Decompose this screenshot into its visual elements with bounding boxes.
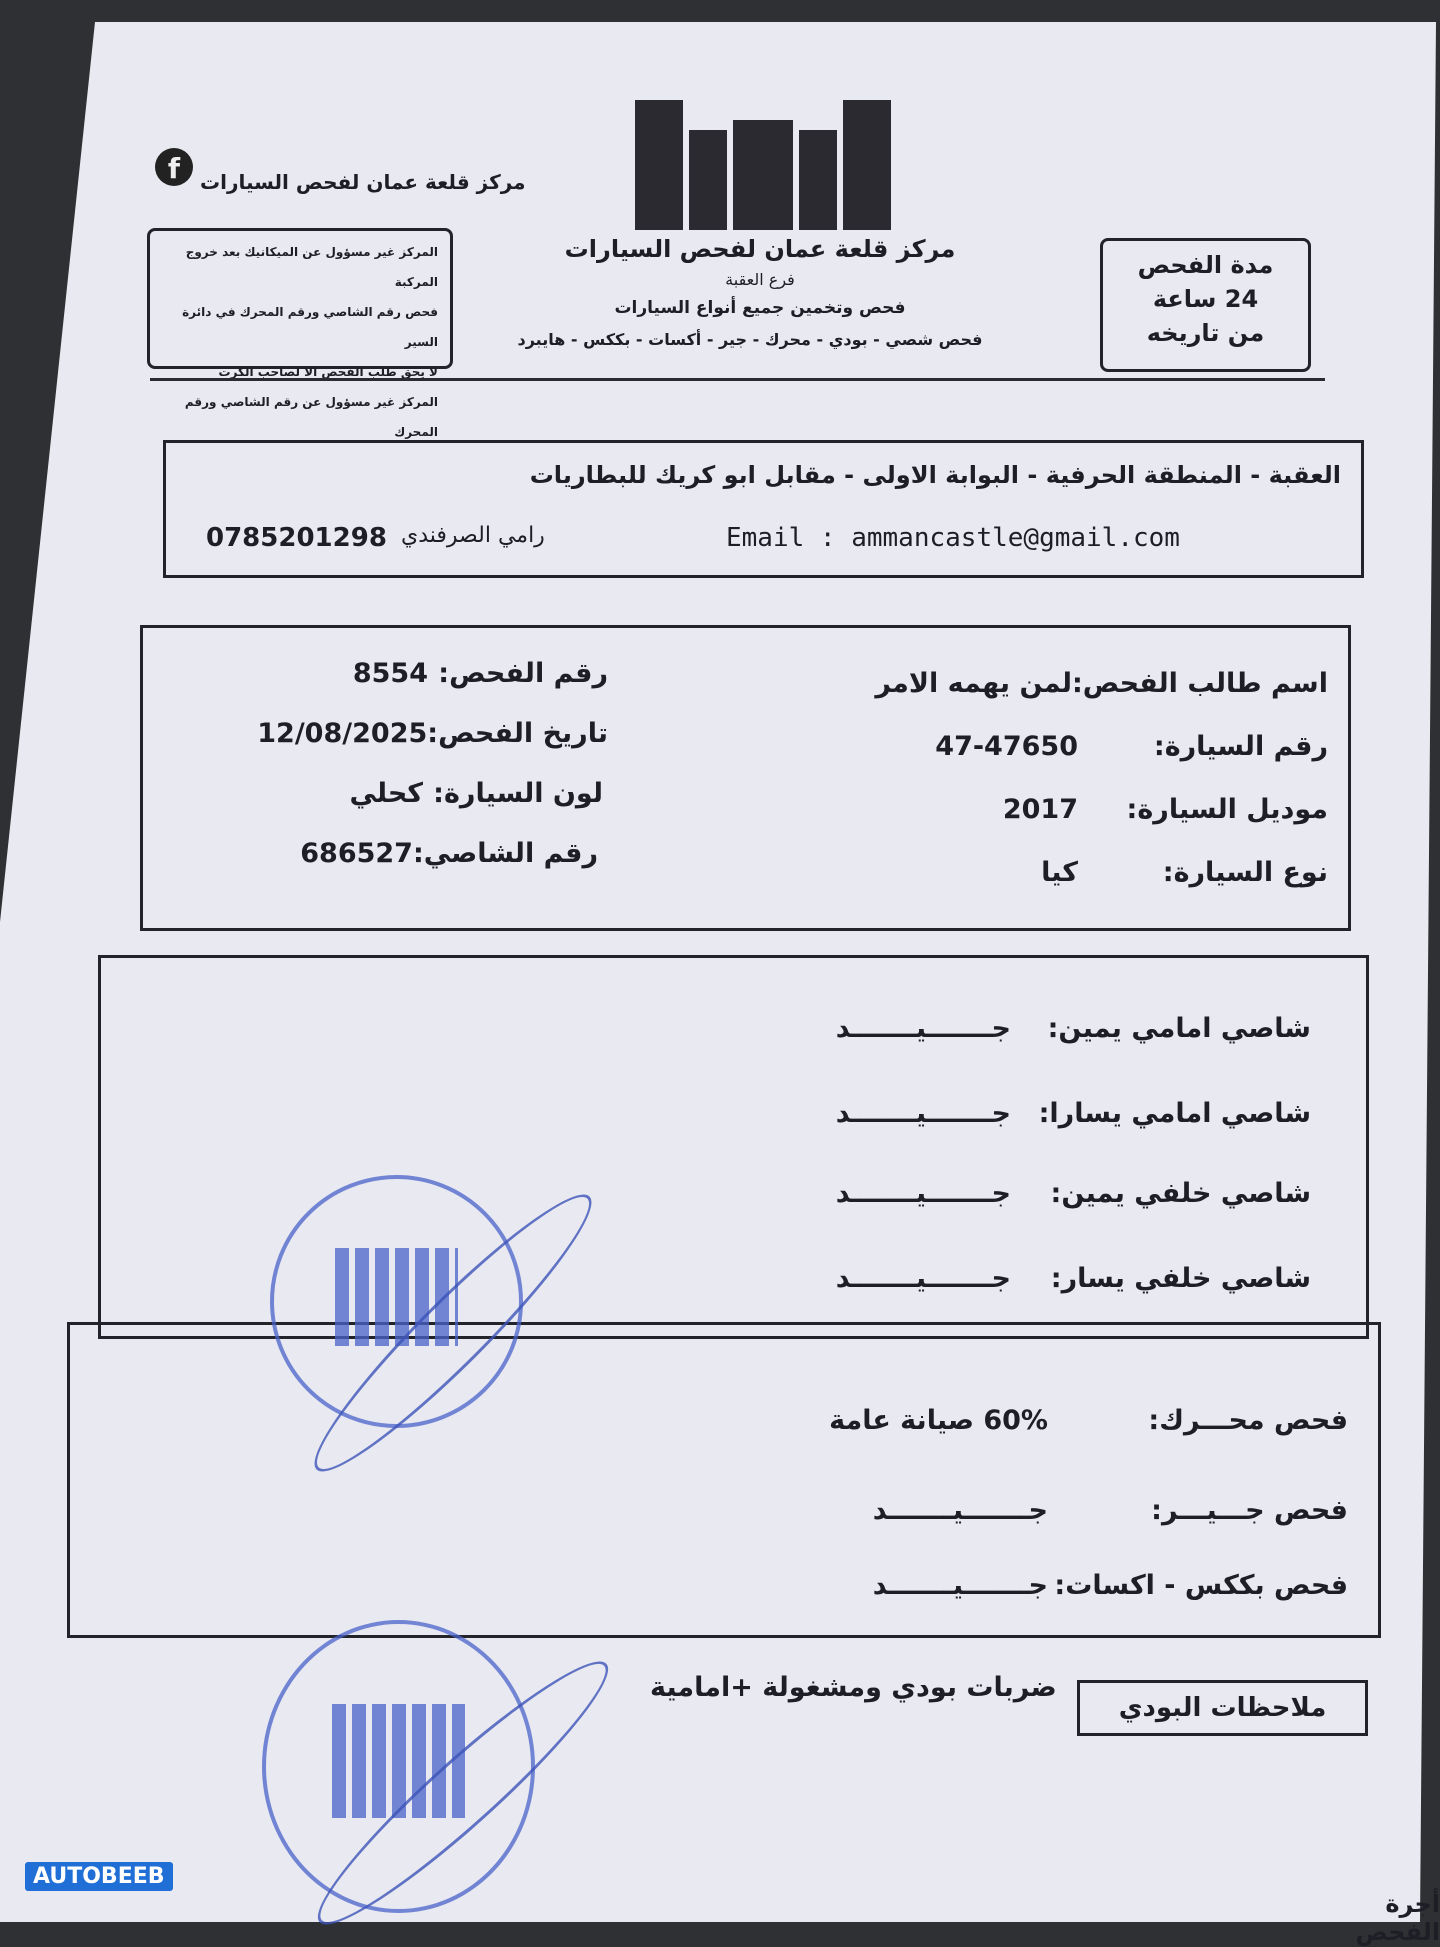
vehicle-info-box	[140, 625, 1351, 931]
disclaimer-item: لا يحق طلب الفحص الا لصاحب الكرت	[218, 365, 438, 379]
body-notes-label: ملاحظات البودي	[1077, 1680, 1368, 1736]
chassis-label: شاصي امامي يسارا:	[1038, 1098, 1311, 1129]
contact-box	[163, 440, 1364, 578]
chassis-value: جـــــــيـــــــد	[835, 1178, 1011, 1209]
axle-row	[873, 1570, 1348, 1601]
services-list: فحص شصي - بودي - محرك - جير - أكسات - بككس - هايبرد	[517, 330, 983, 349]
validity-box	[1100, 238, 1311, 372]
facebook-icon: f	[155, 148, 193, 186]
date-label: تاريخ الفحص:	[427, 718, 608, 749]
mechanical-value: جـــــــيـــــــد	[872, 1570, 1048, 1601]
disclaimer-box	[147, 228, 453, 439]
chassis-row	[836, 1013, 1311, 1044]
facebook-label: مركز قلعة عمان لفحص السيارات	[200, 170, 526, 194]
inspection-no-label: رقم الفحص:	[438, 658, 608, 689]
requester-row	[875, 668, 1328, 699]
chassis-value: جـــــــيـــــــد	[835, 1013, 1011, 1044]
color-value: كحلي	[349, 778, 423, 809]
gear-row	[873, 1495, 1348, 1526]
chassis-value: جـــــــيـــــــد	[835, 1263, 1011, 1294]
engine-row	[829, 1405, 1348, 1436]
chassis-no-label: رقم الشاصي:	[412, 838, 598, 869]
address: العقبة - المنطقة الحرفية - البوابة الاولى - مقابل ابو كريك للبطاريات	[529, 461, 1341, 489]
castle-logo	[635, 100, 891, 230]
fee-label: أجرة الفحص	[1355, 1890, 1440, 1946]
branch-name: فرع العقبة	[725, 270, 795, 289]
validity-duration: 24 ساعة	[1152, 285, 1259, 313]
disclaimer-item: فحص رقم الشاصي ورقم المحرك في دائرة السير	[182, 305, 438, 349]
make-value: كيا	[1041, 857, 1078, 888]
owner-name: رامي الصرفندي	[401, 523, 545, 548]
disclaimer-item: المركز غير مسؤول عن الميكانيك بعد خروج المركبة	[185, 245, 438, 289]
mechanical-label: فحص بككس - اكسات:	[1054, 1570, 1348, 1601]
plate-row	[935, 731, 1328, 762]
plate-value: 47-47650	[935, 731, 1078, 762]
chassis-no-value: 686527	[300, 838, 413, 869]
model-value: 2017	[1002, 794, 1078, 825]
requester-label: اسم طالب الفحص:	[1072, 668, 1328, 699]
chassis-label: شاصي امامي يمين:	[1047, 1013, 1311, 1044]
make-label: نوع السيارة:	[1162, 857, 1328, 888]
make-row	[1041, 857, 1328, 888]
requester-value: لمن يهمه الامر	[875, 668, 1072, 699]
mechanical-value: 60% صيانة عامة	[829, 1405, 1048, 1436]
chassis-label: شاصي خلفي يسار:	[1050, 1263, 1311, 1294]
center-name: مركز قلعة عمان لفحص السيارات	[564, 235, 956, 263]
color-label: لون السيارة:	[433, 778, 603, 809]
chassis-label: شاصي خلفي يمين:	[1050, 1178, 1311, 1209]
validity-from: من تاريخه	[1146, 319, 1265, 347]
body-notes-value: ضربات بودي ومشغولة +امامية	[650, 1672, 1057, 1703]
chassis-row	[836, 1098, 1311, 1129]
disclaimer-item: المركز غير مسؤول عن رقم الشاصي ورقم المحرك	[184, 395, 438, 439]
header-divider	[150, 378, 1325, 381]
chassis-row	[836, 1263, 1311, 1294]
date-value: 12/08/2025	[257, 718, 428, 749]
chassis-no-row	[300, 838, 598, 869]
mechanical-box	[67, 1322, 1381, 1638]
inspection-no-row	[353, 658, 608, 689]
validity-title: مدة الفحص	[1137, 251, 1274, 279]
plate-label: رقم السيارة:	[1153, 731, 1328, 762]
phone-number: 0785201298	[206, 523, 387, 553]
mechanical-value: جـــــــيـــــــد	[872, 1495, 1048, 1526]
mechanical-label: فحص محـــرك:	[1148, 1405, 1348, 1436]
inspection-no-value: 8554	[352, 658, 428, 689]
tagline: فحص وتخمين جميع أنواع السيارات	[614, 298, 906, 318]
model-row	[1003, 794, 1328, 825]
autobeeb-watermark: AUTOBEEB	[25, 1862, 173, 1891]
chassis-value: جـــــــيـــــــد	[835, 1098, 1011, 1129]
color-row	[350, 778, 604, 809]
mechanical-label: فحص جـــيـــر:	[1151, 1495, 1348, 1526]
email: Email : ammancastle@gmail.com	[726, 523, 1180, 553]
date-row	[257, 718, 608, 749]
chassis-row	[836, 1178, 1311, 1209]
model-label: موديل السيارة:	[1126, 794, 1328, 825]
